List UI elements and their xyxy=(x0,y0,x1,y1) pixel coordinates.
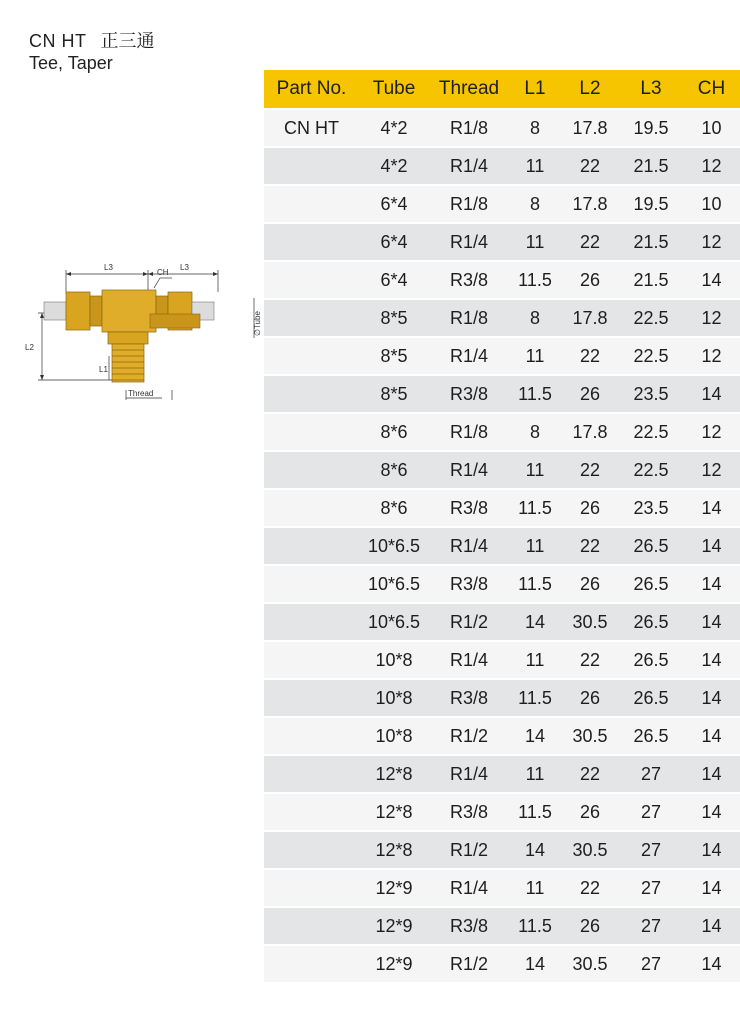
cell-thread: R1/8 xyxy=(429,110,509,148)
cell-tube: 6*4 xyxy=(359,262,429,300)
cell-tube: 6*4 xyxy=(359,186,429,224)
label-l3-right: L3 xyxy=(180,263,189,272)
cell-l2: 17.8 xyxy=(561,186,619,224)
label-l2: L2 xyxy=(25,343,34,352)
cell-tube: 10*6.5 xyxy=(359,566,429,604)
cell-l2: 30.5 xyxy=(561,604,619,642)
cell-tube: 10*6.5 xyxy=(359,604,429,642)
spec-table-container xyxy=(264,70,740,984)
cell-l2: 30.5 xyxy=(561,832,619,870)
cell-tube: 8*5 xyxy=(359,338,429,376)
cell-l2: 26 xyxy=(561,262,619,300)
cell-part-no xyxy=(264,148,359,186)
spec-table-body xyxy=(264,110,740,984)
table-row xyxy=(264,642,740,680)
table-row xyxy=(264,528,740,566)
cell-l1: 11.5 xyxy=(509,262,561,300)
table-row xyxy=(264,490,740,528)
cell-ch: 12 xyxy=(683,414,740,452)
cell-thread: R1/2 xyxy=(429,718,509,756)
cell-l3: 27 xyxy=(619,870,683,908)
header-l3: L3 xyxy=(619,70,683,110)
cell-part-no: CN HT xyxy=(264,110,359,148)
table-row xyxy=(264,604,740,642)
table-row xyxy=(264,300,740,338)
cell-thread: R1/8 xyxy=(429,300,509,338)
cell-part-no xyxy=(264,452,359,490)
cell-tube: 10*8 xyxy=(359,680,429,718)
cell-l2: 26 xyxy=(561,490,619,528)
cell-l3: 26.5 xyxy=(619,718,683,756)
cell-part-no xyxy=(264,490,359,528)
cell-thread: R1/2 xyxy=(429,946,509,984)
cell-l1: 11.5 xyxy=(509,794,561,832)
header-part-no: Part No. xyxy=(264,70,359,110)
cell-l2: 26 xyxy=(561,908,619,946)
cell-l2: 22 xyxy=(561,756,619,794)
cell-part-no xyxy=(264,832,359,870)
cell-thread: R1/4 xyxy=(429,224,509,262)
cell-l1: 14 xyxy=(509,718,561,756)
cell-tube: 4*2 xyxy=(359,148,429,186)
cell-tube: 8*6 xyxy=(359,452,429,490)
cell-thread: R1/4 xyxy=(429,338,509,376)
cell-l1: 11 xyxy=(509,338,561,376)
table-row xyxy=(264,224,740,262)
title-line-1 xyxy=(29,30,155,52)
table-row xyxy=(264,566,740,604)
cell-thread: R1/8 xyxy=(429,186,509,224)
cell-l3: 23.5 xyxy=(619,376,683,414)
cell-l3: 21.5 xyxy=(619,148,683,186)
cell-l2: 26 xyxy=(561,376,619,414)
cell-part-no xyxy=(264,186,359,224)
table-row xyxy=(264,908,740,946)
cell-l3: 22.5 xyxy=(619,452,683,490)
cell-l3: 26.5 xyxy=(619,604,683,642)
cell-ch: 14 xyxy=(683,756,740,794)
cell-ch: 12 xyxy=(683,338,740,376)
cell-l3: 22.5 xyxy=(619,338,683,376)
cell-l1: 14 xyxy=(509,604,561,642)
cell-tube: 4*2 xyxy=(359,110,429,148)
cell-l1: 14 xyxy=(509,832,561,870)
table-row xyxy=(264,870,740,908)
cell-l2: 22 xyxy=(561,528,619,566)
cell-l3: 22.5 xyxy=(619,300,683,338)
cell-l1: 8 xyxy=(509,414,561,452)
spec-table xyxy=(264,70,740,984)
cell-tube: 8*6 xyxy=(359,414,429,452)
product-name-english: Tee, Taper xyxy=(29,53,113,73)
cell-ch: 14 xyxy=(683,490,740,528)
cell-tube: 6*4 xyxy=(359,224,429,262)
cell-part-no xyxy=(264,718,359,756)
cell-part-no xyxy=(264,604,359,642)
cell-l3: 27 xyxy=(619,756,683,794)
cell-ch: 12 xyxy=(683,452,740,490)
cell-l3: 27 xyxy=(619,908,683,946)
cell-l3: 27 xyxy=(619,946,683,984)
cell-l1: 8 xyxy=(509,300,561,338)
cell-part-no xyxy=(264,224,359,262)
cell-ch: 14 xyxy=(683,566,740,604)
cell-ch: 14 xyxy=(683,680,740,718)
cell-tube: 10*6.5 xyxy=(359,528,429,566)
cell-tube: 12*9 xyxy=(359,946,429,984)
cell-tube: 10*8 xyxy=(359,642,429,680)
cell-l3: 19.5 xyxy=(619,110,683,148)
cell-l1: 11 xyxy=(509,224,561,262)
cell-thread: R1/4 xyxy=(429,756,509,794)
product-name-chinese: 正三通 xyxy=(100,31,155,51)
table-row xyxy=(264,832,740,870)
cell-part-no xyxy=(264,870,359,908)
cell-l1: 11.5 xyxy=(509,376,561,414)
cell-ch: 12 xyxy=(683,148,740,186)
cell-ch: 12 xyxy=(683,300,740,338)
cell-l2: 22 xyxy=(561,452,619,490)
cell-l3: 26.5 xyxy=(619,680,683,718)
table-row xyxy=(264,262,740,300)
tee-fitting-diagram xyxy=(22,258,262,408)
cell-part-no xyxy=(264,262,359,300)
cell-thread: R3/8 xyxy=(429,262,509,300)
cell-part-no xyxy=(264,300,359,338)
table-row xyxy=(264,718,740,756)
cell-l2: 26 xyxy=(561,566,619,604)
cell-l2: 30.5 xyxy=(561,718,619,756)
cell-l1: 11.5 xyxy=(509,908,561,946)
table-row xyxy=(264,110,740,148)
cell-l1: 11 xyxy=(509,756,561,794)
cell-ch: 14 xyxy=(683,908,740,946)
cell-l1: 8 xyxy=(509,186,561,224)
cell-l3: 26.5 xyxy=(619,566,683,604)
cell-part-no xyxy=(264,680,359,718)
cell-l2: 22 xyxy=(561,870,619,908)
cell-l3: 21.5 xyxy=(619,224,683,262)
cell-l1: 11.5 xyxy=(509,490,561,528)
fitting-body xyxy=(44,290,214,382)
cell-ch: 12 xyxy=(683,224,740,262)
cell-l3: 19.5 xyxy=(619,186,683,224)
cell-tube: 12*9 xyxy=(359,870,429,908)
cell-part-no xyxy=(264,566,359,604)
cell-tube: 12*9 xyxy=(359,908,429,946)
cell-l1: 14 xyxy=(509,946,561,984)
cell-l2: 22 xyxy=(561,642,619,680)
table-row xyxy=(264,376,740,414)
cell-thread: R3/8 xyxy=(429,680,509,718)
cell-l3: 27 xyxy=(619,794,683,832)
product-title xyxy=(29,30,155,74)
cell-thread: R1/4 xyxy=(429,452,509,490)
cell-l1: 8 xyxy=(509,110,561,148)
cell-tube: 12*8 xyxy=(359,832,429,870)
label-l1: L1 xyxy=(99,365,108,374)
cell-thread: R3/8 xyxy=(429,908,509,946)
cell-ch: 14 xyxy=(683,870,740,908)
cell-ch: 14 xyxy=(683,262,740,300)
label-l3-left: L3 xyxy=(104,263,113,272)
header-ch: CH xyxy=(683,70,740,110)
cell-thread: R1/8 xyxy=(429,414,509,452)
spec-table-header xyxy=(264,70,740,110)
label-tube: ∅Tube xyxy=(253,311,262,336)
cell-l3: 26.5 xyxy=(619,642,683,680)
cell-thread: R1/2 xyxy=(429,604,509,642)
cell-l2: 22 xyxy=(561,148,619,186)
cell-tube: 12*8 xyxy=(359,794,429,832)
cell-part-no xyxy=(264,794,359,832)
table-row xyxy=(264,338,740,376)
cell-ch: 14 xyxy=(683,528,740,566)
cell-thread: R1/4 xyxy=(429,148,509,186)
cell-thread: R3/8 xyxy=(429,376,509,414)
table-row xyxy=(264,186,740,224)
cell-part-no xyxy=(264,756,359,794)
cell-tube: 12*8 xyxy=(359,756,429,794)
cell-l2: 26 xyxy=(561,680,619,718)
cell-tube: 10*8 xyxy=(359,718,429,756)
cell-l1: 11.5 xyxy=(509,680,561,718)
cell-thread: R3/8 xyxy=(429,566,509,604)
cell-part-no xyxy=(264,908,359,946)
label-thread: Thread xyxy=(128,389,154,398)
cell-l1: 11 xyxy=(509,528,561,566)
cell-ch: 14 xyxy=(683,718,740,756)
cell-l2: 22 xyxy=(561,338,619,376)
cell-l3: 27 xyxy=(619,832,683,870)
cell-tube: 8*6 xyxy=(359,490,429,528)
table-row xyxy=(264,148,740,186)
product-code: CN HT xyxy=(29,31,87,51)
cell-part-no xyxy=(264,338,359,376)
cell-l2: 30.5 xyxy=(561,946,619,984)
cell-ch: 14 xyxy=(683,642,740,680)
cell-thread: R1/2 xyxy=(429,832,509,870)
cell-l2: 17.8 xyxy=(561,110,619,148)
table-row xyxy=(264,680,740,718)
cell-tube: 8*5 xyxy=(359,376,429,414)
cell-part-no xyxy=(264,414,359,452)
cell-l3: 23.5 xyxy=(619,490,683,528)
cell-l1: 11 xyxy=(509,148,561,186)
cell-l3: 26.5 xyxy=(619,528,683,566)
cell-ch: 14 xyxy=(683,376,740,414)
cell-l1: 11 xyxy=(509,452,561,490)
cell-l2: 17.8 xyxy=(561,300,619,338)
cell-thread: R1/4 xyxy=(429,642,509,680)
cell-ch: 14 xyxy=(683,794,740,832)
cell-thread: R1/4 xyxy=(429,870,509,908)
cell-l3: 22.5 xyxy=(619,414,683,452)
header-l1: L1 xyxy=(509,70,561,110)
cell-l1: 11.5 xyxy=(509,566,561,604)
table-row xyxy=(264,794,740,832)
cell-l2: 17.8 xyxy=(561,414,619,452)
cell-part-no xyxy=(264,528,359,566)
header-tube: Tube xyxy=(359,70,429,110)
table-row xyxy=(264,946,740,984)
cell-ch: 14 xyxy=(683,832,740,870)
cell-ch: 10 xyxy=(683,110,740,148)
label-ch: CH xyxy=(157,268,169,277)
table-row xyxy=(264,452,740,490)
cell-ch: 14 xyxy=(683,946,740,984)
cell-l1: 11 xyxy=(509,642,561,680)
cell-l2: 26 xyxy=(561,794,619,832)
cell-thread: R3/8 xyxy=(429,490,509,528)
table-row xyxy=(264,414,740,452)
cell-part-no xyxy=(264,642,359,680)
cell-part-no xyxy=(264,376,359,414)
cell-ch: 14 xyxy=(683,604,740,642)
cell-thread: R1/4 xyxy=(429,528,509,566)
cell-l1: 11 xyxy=(509,870,561,908)
cell-tube: 8*5 xyxy=(359,300,429,338)
cell-l2: 22 xyxy=(561,224,619,262)
cell-ch: 10 xyxy=(683,186,740,224)
header-l2: L2 xyxy=(561,70,619,110)
header-thread: Thread xyxy=(429,70,509,110)
header-row xyxy=(264,70,740,110)
table-row xyxy=(264,756,740,794)
cell-l3: 21.5 xyxy=(619,262,683,300)
cell-thread: R3/8 xyxy=(429,794,509,832)
cell-part-no xyxy=(264,946,359,984)
